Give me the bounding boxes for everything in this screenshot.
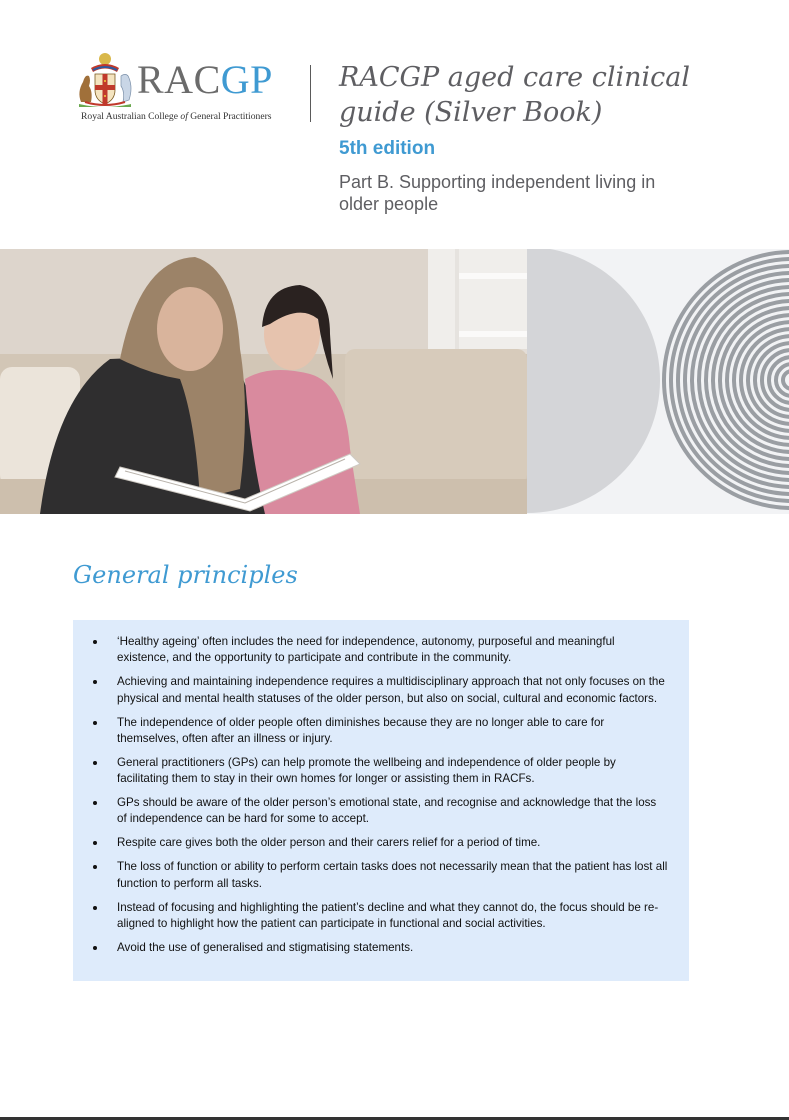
list-item-text: Instead of focusing and highlighting the patient’s decline and what they cannot do, the focus should be re-aligned to highlight how the patient can participate in functional and social activities. <box>117 900 659 930</box>
list-item-text: The loss of function or ability to perform certain tasks does not necessarily mean that the patient has lost all function to perform all tasks. <box>117 860 668 890</box>
list-item-text: Respite care gives both the older person and their carers relief for a period of time. <box>117 836 541 850</box>
list-item <box>117 900 669 933</box>
college-suffix: General Practitioners <box>187 111 272 122</box>
bullet-icon <box>93 841 97 845</box>
section-heading: General principles <box>73 561 298 589</box>
edition-label: 5th edition <box>339 138 436 159</box>
college-of: of <box>180 111 188 122</box>
list-item-text: ‘Healthy ageing’ often includes the need for independence, autonomy, purposeful and meaningful existence, and the opportunity to participate and contribute in the community. <box>117 635 615 665</box>
list-item-text: General practitioners (GPs) can help promote the wellbeing and independence of older people by facilitating them to stay in their own homes for longer or assisting them in RACFs. <box>117 755 616 786</box>
bullet-icon <box>93 865 97 869</box>
part-subtitle: Part B. Supporting independent living in older people <box>339 172 656 214</box>
bullet-icon <box>93 906 97 910</box>
hero-photo <box>0 249 527 514</box>
list-item-text: The independence of older people often diminishes because they are no longer able to care for themselves, often after an illness or injury. <box>117 715 605 745</box>
wordmark-gp: GP <box>220 57 273 102</box>
list-item <box>117 715 669 748</box>
list-item <box>117 940 669 956</box>
coat-of-arms-icon <box>73 52 137 108</box>
document-title: RACGP aged care clinical guide (Silver Book) <box>339 62 690 128</box>
list-item <box>117 755 669 788</box>
hero-banner <box>0 249 789 514</box>
college-prefix: Royal Australian College <box>81 111 181 122</box>
bullet-icon <box>93 761 97 765</box>
wordmark-rac: RAC <box>137 57 221 102</box>
list-item <box>117 835 669 851</box>
principles-list <box>73 620 689 956</box>
racgp-wordmark <box>137 58 273 102</box>
bullet-icon <box>93 640 97 644</box>
list-item-text: Achieving and maintaining independence requires a multidisciplinary approach that not only focuses on the physical and mental health statuses of the older person, but also on social, cultural and economic factors. <box>117 675 665 705</box>
list-item-text: Avoid the use of generalised and stigmatising statements. <box>117 940 414 954</box>
list-item <box>117 795 669 828</box>
principles-box <box>73 620 689 981</box>
racgp-logo <box>73 52 288 124</box>
bullet-icon <box>93 680 97 684</box>
bullet-icon <box>93 801 97 805</box>
college-name <box>81 111 272 122</box>
list-item <box>117 634 669 667</box>
bullet-icon <box>93 721 97 725</box>
list-item-text: GPs should be aware of the older person’s emotional state, and recognise and acknowledge that the loss of independence can be hard for some to accept. <box>117 796 657 826</box>
bullet-icon <box>93 946 97 950</box>
list-item <box>117 674 669 707</box>
header-divider <box>310 65 311 122</box>
list-item <box>117 859 669 892</box>
